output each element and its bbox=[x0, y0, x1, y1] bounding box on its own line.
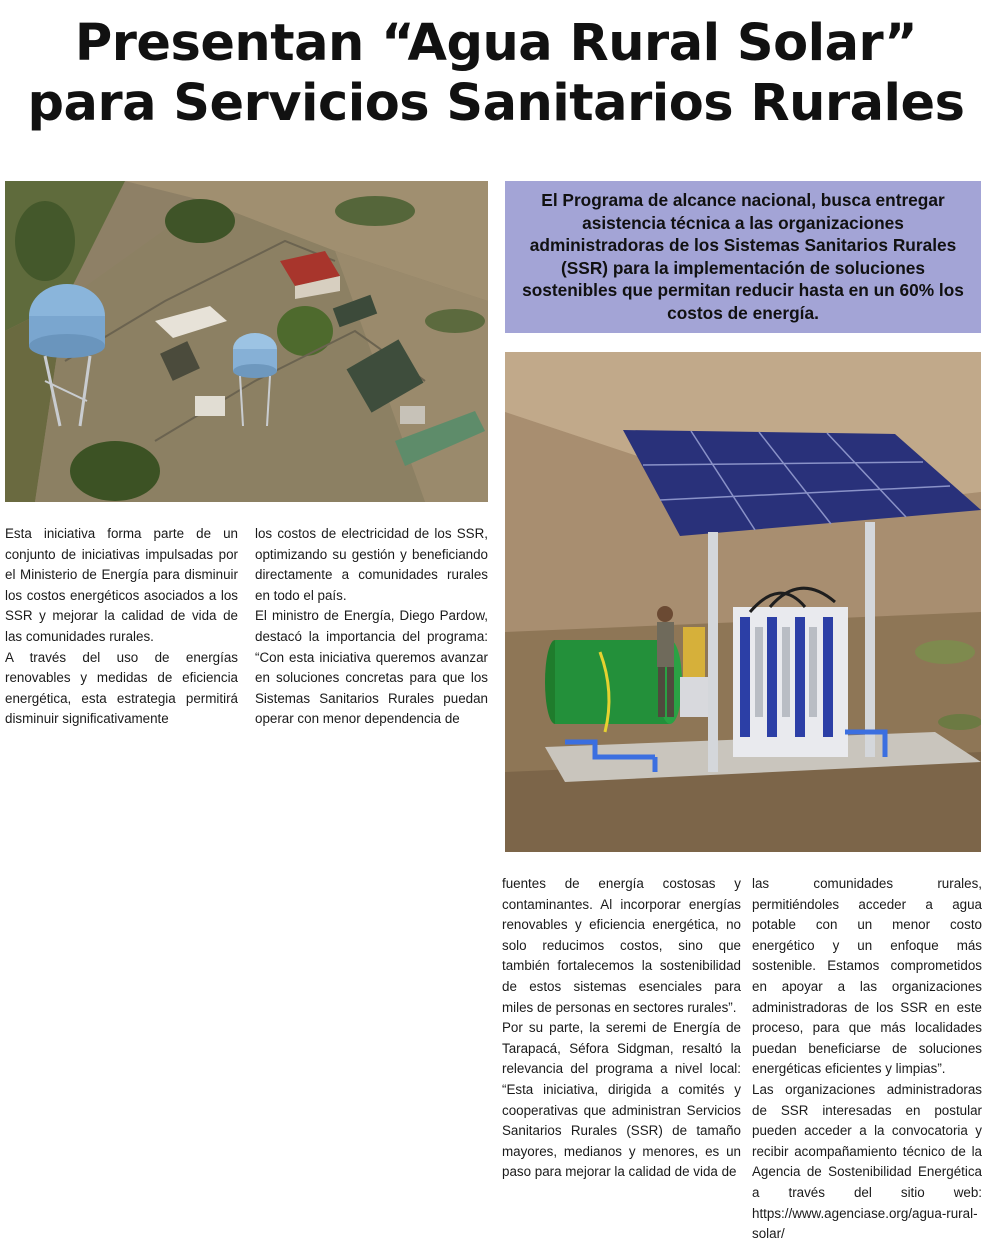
col3-paragraph-1: fuentes de energía costosas y contaminantes. Al incorporar energías renovables y eficiencia energética, no solo reducimos costos, sino que también fortalecemos la sostenibilidad de estos sistemas esenciales para miles de personas en sectores rurales”. bbox=[502, 876, 741, 1015]
body-column-3 bbox=[502, 874, 741, 1183]
col4-paragraph-2: Las organizaciones administradoras de SSR interesadas en postular pueden acceder a la convocatoria y recibir acompañamiento técnico de la Agencia de Sostenibilidad Energética a través del sitio web: https://www.agenciase.org/agua-rural-solar/ bbox=[752, 1081, 982, 1242]
lead-highlight-box bbox=[505, 181, 981, 333]
aerial-photo-water-facility bbox=[5, 181, 488, 502]
body-column-4 bbox=[752, 874, 982, 1245]
col3-paragraph-2: Por su parte, la seremi de Energía de Tarapacá, Séfora Sidgman, resaltó la relevancia del programa a nivel local: “Esta iniciativa, dirigida a comités y cooperativas que administran Servicios Sanitarios Rurales (SSR) de tamaño mayores, medianos y menores, es un paso para mejorar la calidad de vida de bbox=[502, 1020, 741, 1180]
col1-paragraph-2: A través del uso de energías renovables y medidas de eficiencia energética, esta estrategia permitirá disminuir significativamente bbox=[5, 649, 238, 727]
col1-paragraph-1: Esta iniciativa forma parte de un conjunto de iniciativas impulsadas por el Ministerio de Energía para disminuir los costos energéticos asociados a los SSR y mejorar la calidad de vida de las comunidades rurales. bbox=[5, 526, 238, 644]
headline-line-1: Presentan “Agua Rural Solar” bbox=[74, 14, 918, 73]
headline-line-2: para Servicios Sanitarios Rurales bbox=[27, 74, 965, 133]
solar-installation-photo bbox=[505, 352, 981, 852]
body-column-2 bbox=[255, 524, 488, 730]
col2-paragraph-2: El ministro de Energía, Diego Pardow, destacó la importancia del programa: “Con esta iniciativa queremos avanzar en soluciones concretas para que los Sistemas Sanitarios Rurales puedan operar con menor dependencia de bbox=[255, 608, 488, 727]
col2-paragraph-1: los costos de electricidad de los SSR, optimizando su gestión y beneficiando directamente a comunidades rurales en todo el país. bbox=[255, 526, 488, 603]
body-column-1 bbox=[5, 524, 238, 730]
headline bbox=[0, 14, 992, 134]
lead-text: El Programa de alcance nacional, busca entregar asistencia técnica a las organizaciones administradoras de los Sistemas Sanitarios Rurales (SSR) para la implementación de soluciones sostenibles que permitan reducir hasta en un 60% los costos de energía. bbox=[522, 190, 964, 323]
col4-paragraph-1: las comunidades rurales, permitiéndoles acceder a agua potable con un menor costo energético y un enfoque más sostenible. Estamos comprometidos en apoyar a las organizaciones administradoras de los SSR en este proceso, para que más localidades puedan beneficiarse de soluciones energéticas eficientes y limpias”. bbox=[752, 876, 982, 1077]
